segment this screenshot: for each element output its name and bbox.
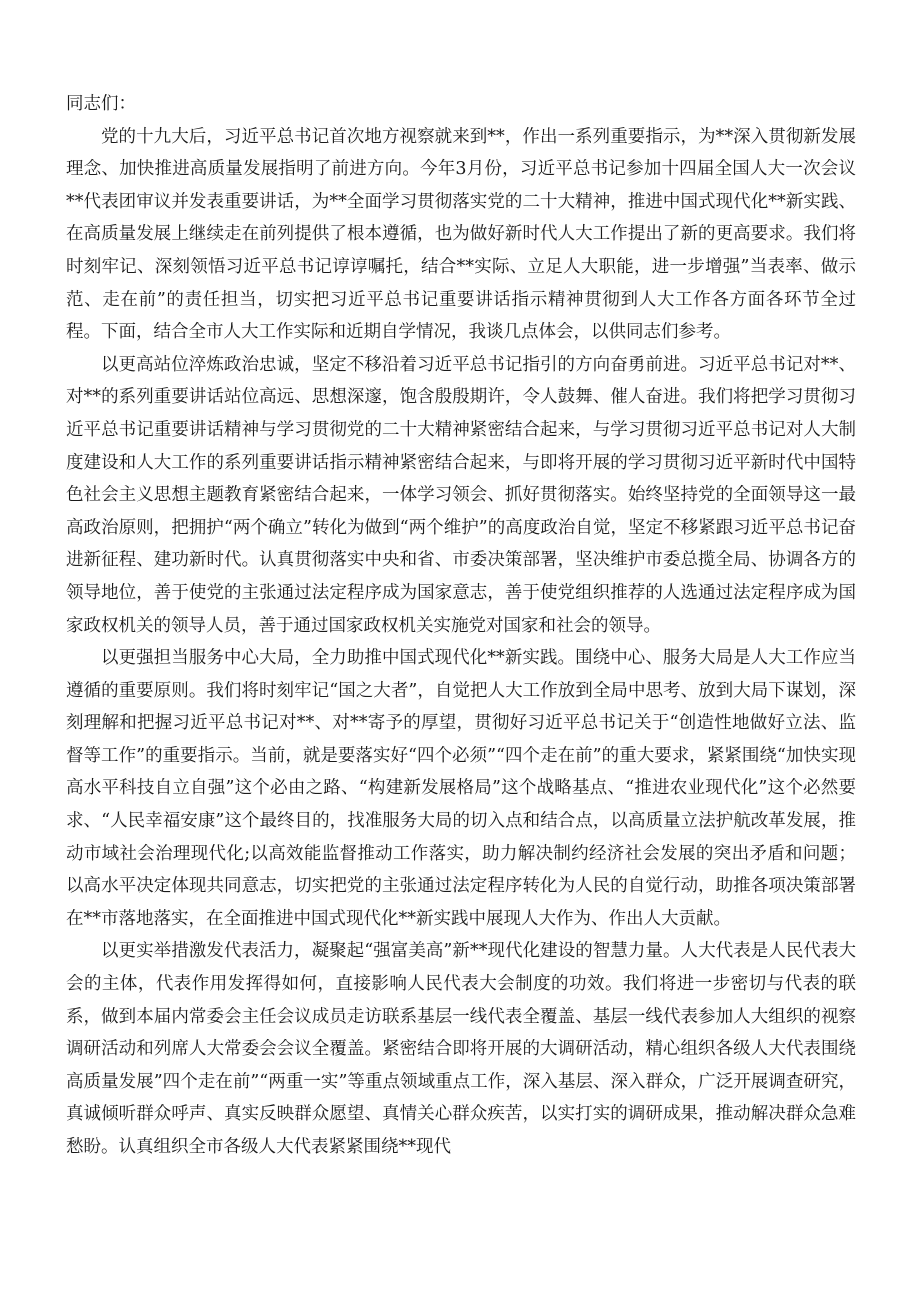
document-page: [66, 88, 856, 1164]
paragraph-political-loyalty: 以更高站位淬炼政治忠诚，坚定不移沿着习近平总书记指引的方向奋勇前进。习近平总书记对**、对**的系列重要讲话站位高远、思想深邃，饱含殷殷期许，令人鼓舞、催人奋进。我们将把学习贯彻习近平总书记重要讲话精神与学习贯彻党的二十大精神紧密结合起来，与学习贯彻习近平总书记对人大制度建设和人大工作的系列重要讲话指示精神紧密结合起来，与即将开展的学习贯彻习近平新时代中国特色社会主义思想主题教育紧密结合起来，一体学习领会、抓好贯彻落实。始终坚持党的全面领导这一最高政治原则，把拥护“两个确立”转化为做到“两个维护”的高度政治自觉，坚定不移紧跟习近平总书记奋进新征程、建功新时代。认真贯彻落实中央和省、市委决策部署，坚决维护市委总揽全局、协调各方的领导地位，善于使党的主张通过法定程序成为国家意志，善于使党组织推荐的人选通过法定程序成为国家政权机关的领导人员，善于通过国家政权机关实施党对国家和社会的领导。: [66, 354, 856, 636]
paragraph-intro: 党的十九大后，习近平总书记首次地方视察就来到**，作出一系列重要指示，为**深入贯彻新发展理念、加快推进高质量发展指明了前进方向。今年3月份，习近平总书记参加十四届全国人大一次会议**代表团审议并发表重要讲话，为**全面学习贯彻落实党的二十大精神，推进中国式现代化**新实践、在高质量发展上继续走在前列提供了根本遵循，也为做好新时代人大工作提出了新的更高要求。我们将时刻牢记、深刻领悟习近平总书记谆谆嘱托，结合**实际、立足人大职能，进一步增强”当表率、做示范、走在前”的责任担当，切实把习近平总书记重要讲话指示精神贯彻到人大工作各方面各环节全过程。下面，结合全市人大工作实际和近期自学情况，我谈几点体会，以供同志们参考。: [66, 126, 856, 343]
paragraph-serve-overall-situation: 以更强担当服务中心大局，全力助推中国式现代化**新实践。围绕中心、服务大局是人大工作应当遵循的重要原则。我们将时刻牢记“国之大者”，自觉把人大工作放到全局中思考、放到大局下谋划，深刻理解和把握习近平总书记对**、对**寄予的厚望，贯彻好习近平总书记关于“创造性地做好立法、监督等工作”的重要指示。当前，就是要落实好“四个必须”“四个走在前”的重大要求，紧紧围绕“加快实现高水平科技自立自强”这个必由之路、“构建新发展格局”这个战略基点、“推进农业现代化”这个必然要求、“人民幸福安康”这个最终目的，找准服务大局的切入点和结合点，以高质量立法护航改革发展，推动市域社会治理现代化;以高效能监督推动工作落实，助力解决制约经济社会发展的突出矛盾和问题；以高水平决定体现共同意志，切实把党的主张通过法定程序转化为人民的自觉行动，助推各项决策部署在**市落地落实，在全面推进中国式现代化**新实践中展现人大作为、作出人大贡献。: [66, 648, 856, 929]
salutation: 同志们：: [66, 94, 136, 114]
paragraph-deputy-vitality: 以更实举措激发代表活力，凝聚起“强富美高”新**现代化建设的智慧力量。人大代表是人民代表大会的主体，代表作用发挥得如何，直接影响人民代表大会制度的功效。我们将进一步密切与代表的联系，做到本届内常委会主任会议成员走访联系基层一线代表全覆盖、基层一线代表参加人大组织的视察调研活动和列席人大常委会会议全覆盖。紧密结合即将开展的大调研活动，精心组织各级人大代表围绕高质量发展”四个走在前”“两重一实”等重点领域重点工作，深入基层、深入群众，广泛开展调查研究，真诚倾听群众呼声、真实反映群众愿望、真情关心群众疾苦，以实打实的调研成果，推动解决群众急难愁盼。认真组织全市各级人大代表紧紧围绕**现代: [66, 941, 856, 1157]
